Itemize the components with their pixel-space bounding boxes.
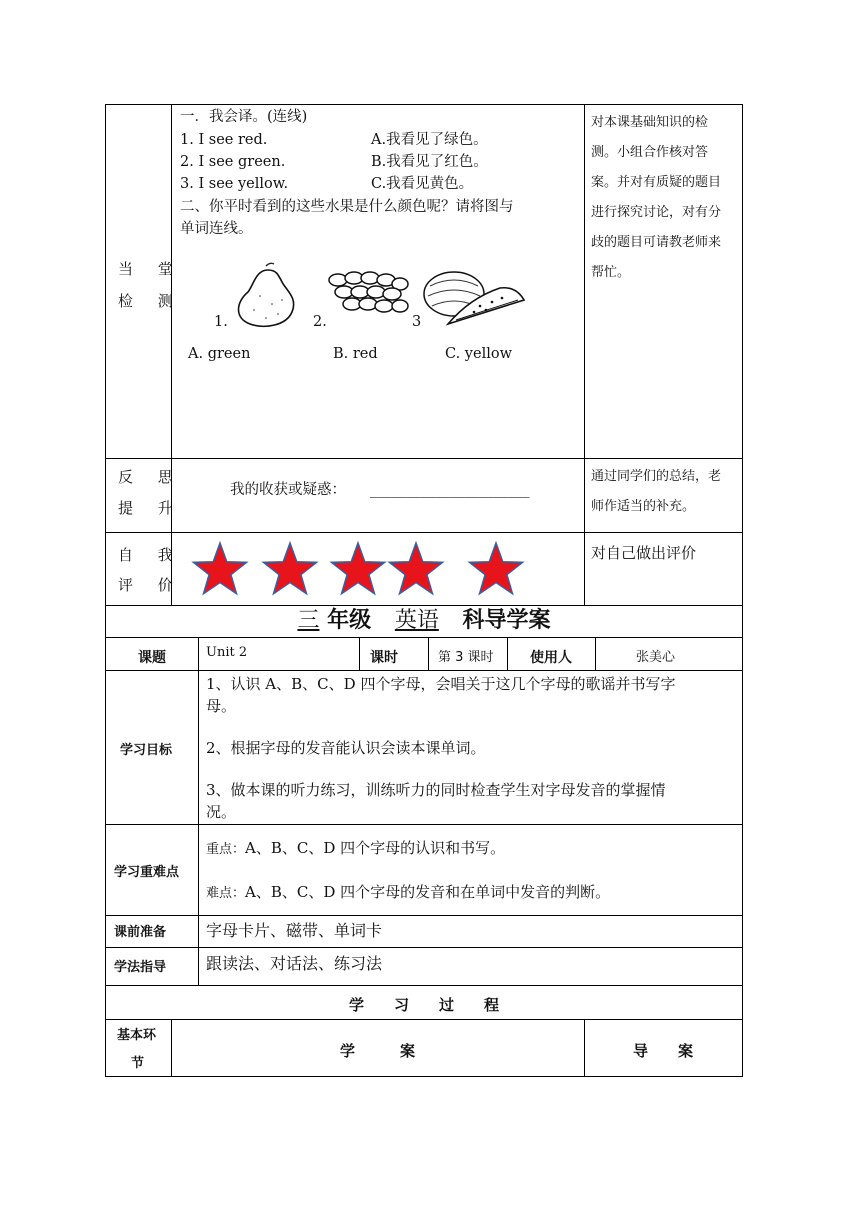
star-icon[interactable] [260,540,320,600]
col-divider [359,637,360,670]
option-b: B. red [333,346,378,362]
option-c: C. yellow [445,346,512,362]
difficult-point [206,881,610,905]
col-divider [198,637,199,985]
col-divider [584,104,585,605]
goal-3-line2: 况。 [206,803,237,821]
practice-heading-1: 一．我会译。(连线) [180,109,308,125]
table-border-bottom [105,1076,743,1077]
self-eval-note: 对自己做出评价 [591,544,697,562]
title-subject: 英语 [394,608,439,633]
star-icon[interactable] [466,540,526,600]
row-divider [105,824,743,825]
pear-icon [226,260,302,334]
method-value: 跟读法、对话法、练习法 [206,954,383,973]
goal-2: 2、根据字母的发音能认识会读本课单词。 [206,739,486,757]
key-point [206,837,505,861]
prep-value: 字母卡片、磁带、单词卡 [206,921,383,940]
prep-label: 课前准备 [114,925,167,940]
row-divider [105,985,743,986]
page-title [105,604,743,638]
goal-1-line2: 母。 [206,697,237,715]
reflection-prompt: 我的收获或疑惑： [230,482,346,498]
goals-label: 学习目标 [120,743,173,758]
header-col2: 学 案 [339,1042,415,1060]
reflection-blank[interactable]: ______________________ [370,482,530,498]
pic-number-2: 2. [313,314,327,330]
topic-label: 课题 [138,650,166,666]
practice-heading-2: 二、你平时看到的这些水果是什么颜色呢？请将图与 [180,199,514,215]
star-icon[interactable] [386,540,446,600]
pair-zh-1: A.我看见了绿色。 [371,132,488,148]
pair-en-3: 3. I see yellow. [180,176,289,192]
row-divider [105,947,743,948]
header-col1-line1: 基本环 [117,1028,157,1043]
goal-1-line1: 1、认识 A、B、C、D 四个字母，会唱关于这几个字母的歌谣并书写字 [206,675,676,693]
diff-text: A、B、C、D 四个字母的发音和在单词中发音的判断。 [245,883,611,901]
pic-number-1: 1. [214,314,228,330]
pair-zh-2: B.我看见了红色。 [371,154,488,170]
practice-label-2: 检 测 [118,292,183,310]
header-col1-line2: 节 [131,1056,145,1071]
goal-3-line1: 3、做本课的听力练习，训练听力的同时检查学生对字母发音的掌握情 [206,781,666,799]
practice-heading-2b: 单词连线。 [180,221,253,237]
row-divider [105,670,743,671]
key-prefix: 重点： [206,842,246,857]
process-title: 学 习 过 程 [348,996,499,1014]
pair-en-2: 2. I see green. [180,154,286,170]
star-icon[interactable] [328,540,388,600]
col-divider [507,637,508,670]
watermelon-icon [420,266,530,332]
grapes-icon [326,266,412,320]
option-a: A. green [188,346,251,362]
reflection-label-2: 提 升 [118,499,183,517]
col-divider [171,104,172,605]
pair-zh-3: C.我看见黄色。 [371,176,474,192]
topic-value: Unit 2 [206,645,248,660]
table-border-left [105,104,106,1077]
pair-en-1: 1. I see red. [180,132,268,148]
row-divider [105,1019,743,1020]
period-label: 课时 [370,650,398,666]
table-border-top [105,104,743,105]
table-border-right [742,104,743,1077]
method-label: 学法指导 [114,960,167,975]
self-eval-label-2: 评 价 [118,576,183,594]
reflection-note: 通过同学们的总结，老师作适当的补充。 [591,469,722,514]
star-icon[interactable] [190,540,250,600]
col-divider [595,637,596,670]
self-eval-label-1: 自 我 [118,546,183,564]
diff-prefix: 难点： [206,886,246,901]
title-suffix: 科导学案 [462,608,551,633]
reflection-label-1: 反 思 [118,468,183,486]
row-divider [105,915,743,916]
keypoints-label: 学习重难点 [114,865,180,880]
practice-label-1: 当 堂 [118,260,183,278]
user-value: 张美心 [636,650,676,665]
header-col3: 导 案 [632,1042,693,1060]
row-divider [105,532,743,533]
key-text: A、B、C、D 四个字母的认识和书写。 [245,839,506,857]
col-divider [428,637,429,670]
user-label: 使用人 [530,650,572,666]
row-divider [105,458,743,459]
title-grade-word: 年级 [327,608,372,633]
pic-number-3: 3 [412,314,422,330]
period-value: 第 3 课时 [438,650,494,665]
practice-note: 对本课基础知识的检测。小组合作核对答案。并对有质疑的题目进行探究讨论，对有分歧的题目可请教老师来帮忙。 [591,115,722,280]
title-grade: 三 [297,608,320,633]
